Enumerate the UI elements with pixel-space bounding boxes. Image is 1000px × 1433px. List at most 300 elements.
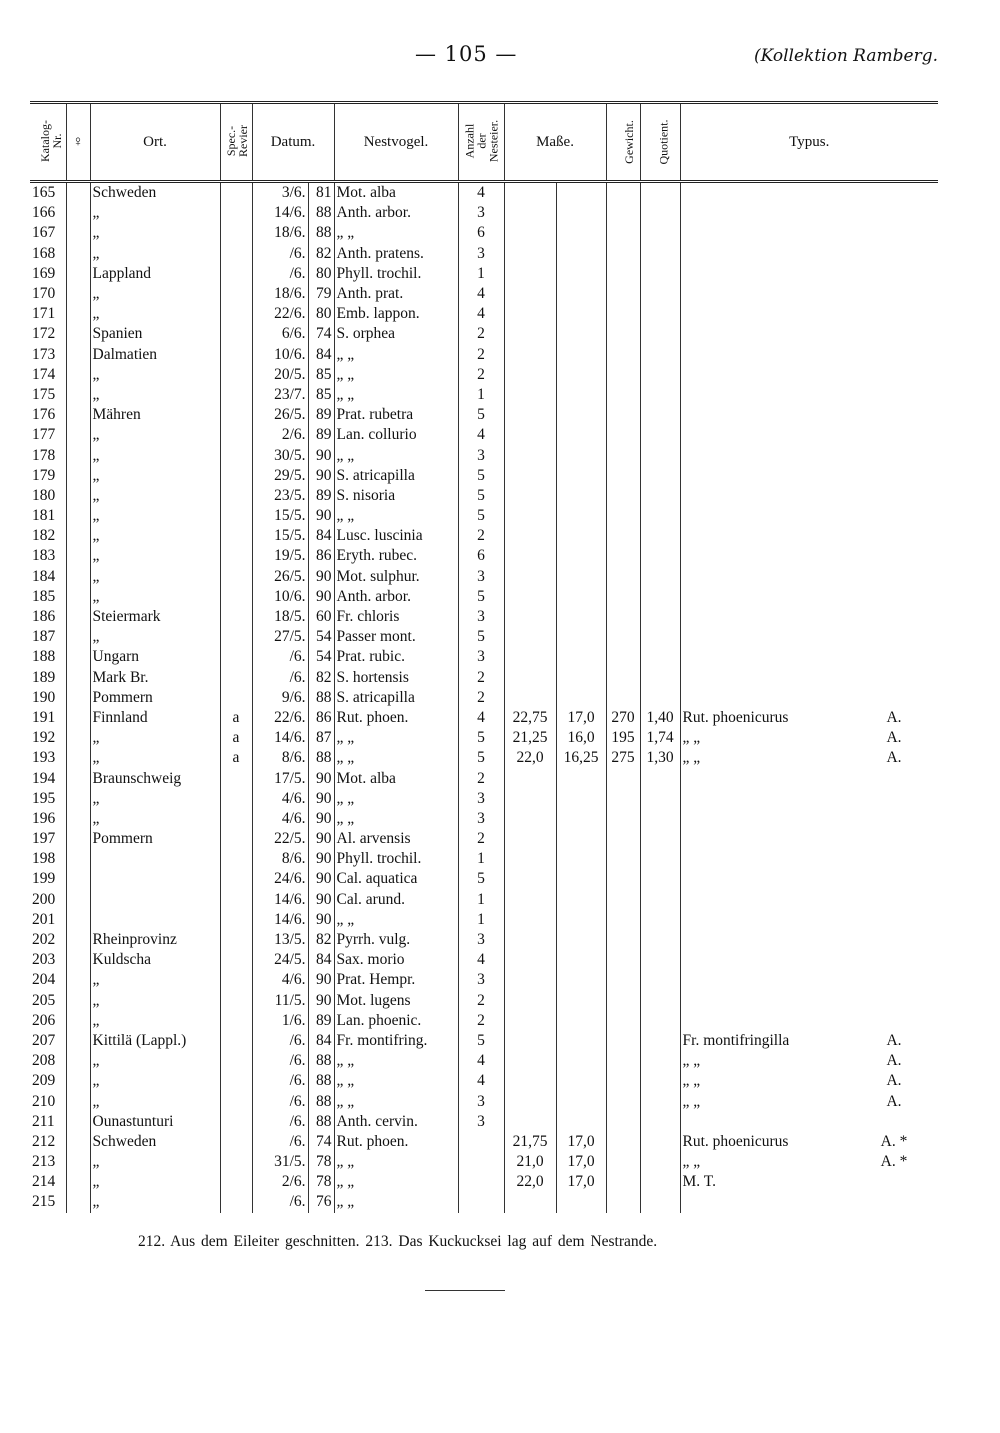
cell-nest-bird: Mot. alba bbox=[334, 768, 458, 788]
cell-width bbox=[556, 345, 606, 365]
cell-width bbox=[556, 264, 606, 284]
table-row bbox=[30, 910, 938, 930]
cell-place: „ bbox=[90, 748, 220, 768]
cell-year: 54 bbox=[308, 627, 334, 647]
cell-revier bbox=[220, 203, 252, 223]
cell-quotient bbox=[640, 345, 680, 365]
cell-weight bbox=[606, 365, 640, 385]
cell-egg-count bbox=[458, 1132, 504, 1152]
cell-nest-bird: Fr. montifring. bbox=[334, 1031, 458, 1051]
cell-date: 15/5. bbox=[252, 526, 308, 546]
cell-nest-bird: Fr. chloris bbox=[334, 607, 458, 627]
cell-length bbox=[504, 1071, 556, 1091]
cell-revier bbox=[220, 1051, 252, 1071]
cell-year: 84 bbox=[308, 345, 334, 365]
cell-year: 90 bbox=[308, 869, 334, 889]
cell-nest-bird: S. orphea bbox=[334, 324, 458, 344]
cell-nest-bird: „ „ bbox=[334, 1051, 458, 1071]
cell-egg-count: 4 bbox=[458, 1051, 504, 1071]
cell-type bbox=[680, 304, 850, 324]
table-row bbox=[30, 688, 938, 708]
cell-female-mark bbox=[66, 970, 90, 990]
table-row bbox=[30, 466, 938, 486]
cell-female-mark bbox=[66, 1071, 90, 1091]
cell-catalog-number: 166 bbox=[32, 204, 56, 222]
cell-catalog-number: 211 bbox=[32, 1112, 55, 1130]
cell-revier bbox=[220, 1071, 252, 1091]
table-row bbox=[30, 264, 938, 284]
cell-type bbox=[680, 284, 850, 304]
cell-female-mark bbox=[66, 668, 90, 688]
cell-year: 78 bbox=[308, 1152, 334, 1172]
table-row bbox=[30, 223, 938, 243]
cell-nest-bird: Mot. lugens bbox=[334, 991, 458, 1011]
cell-catalog-number: 203 bbox=[32, 951, 56, 969]
col-female: ♀ bbox=[66, 103, 90, 182]
cell-nest-bird: Al. arvensis bbox=[334, 829, 458, 849]
cell-catalog-number: 197 bbox=[32, 830, 56, 848]
cell-length bbox=[504, 1192, 556, 1212]
cell-length bbox=[504, 930, 556, 950]
cell-type bbox=[680, 546, 850, 566]
cell-type-note bbox=[850, 607, 938, 627]
cell-length bbox=[504, 304, 556, 324]
cell-nest-bird: „ „ bbox=[334, 789, 458, 809]
cell-catalog-number: 202 bbox=[32, 931, 56, 949]
cell-width bbox=[556, 466, 606, 486]
cell-egg-count: 3 bbox=[458, 789, 504, 809]
cell-width bbox=[556, 223, 606, 243]
cell-width bbox=[556, 991, 606, 1011]
table-row bbox=[30, 1192, 938, 1212]
cell-place: Kuldscha bbox=[90, 950, 220, 970]
cell-width bbox=[556, 890, 606, 910]
cell-nest-bird: „ „ bbox=[334, 748, 458, 768]
cell-egg-count: 3 bbox=[458, 607, 504, 627]
cell-place: Pommern bbox=[90, 829, 220, 849]
cell-width bbox=[556, 1011, 606, 1031]
cell-length bbox=[504, 546, 556, 566]
cell-type-note bbox=[850, 668, 938, 688]
cell-catalog-number: 208 bbox=[32, 1052, 56, 1070]
cell-year: 80 bbox=[308, 264, 334, 284]
cell-type bbox=[680, 849, 850, 869]
cell-type-note: A. bbox=[886, 1072, 902, 1090]
cell-quotient bbox=[640, 567, 680, 587]
cell-type: „ „ bbox=[680, 748, 850, 768]
cell-egg-count: 5 bbox=[458, 405, 504, 425]
cell-female-mark bbox=[66, 688, 90, 708]
cell-revier bbox=[220, 506, 252, 526]
cell-date: /6. bbox=[252, 1091, 308, 1111]
cell-width bbox=[556, 405, 606, 425]
cell-catalog-number: 213 bbox=[32, 1153, 56, 1171]
cell-type-note bbox=[850, 647, 938, 667]
cell-quotient bbox=[640, 1051, 680, 1071]
cell-type-note bbox=[850, 506, 938, 526]
cell-weight bbox=[606, 849, 640, 869]
cell-place: „ bbox=[90, 567, 220, 587]
cell-length bbox=[504, 991, 556, 1011]
cell-egg-count: 1 bbox=[458, 385, 504, 405]
cell-type bbox=[680, 1011, 850, 1031]
cell-date: 30/5. bbox=[252, 445, 308, 465]
cell-egg-count: 2 bbox=[458, 324, 504, 344]
cell-quotient bbox=[640, 405, 680, 425]
cell-nest-bird: S. nisoria bbox=[334, 486, 458, 506]
cell-length bbox=[504, 1051, 556, 1071]
cell-quotient bbox=[640, 546, 680, 566]
cell-type-note: A. bbox=[886, 749, 902, 767]
cell-female-mark bbox=[66, 789, 90, 809]
cell-type-note bbox=[850, 345, 938, 365]
cell-place: „ bbox=[90, 1152, 220, 1172]
cell-nest-bird: S. hortensis bbox=[334, 668, 458, 688]
cell-revier bbox=[220, 688, 252, 708]
cell-length bbox=[504, 1011, 556, 1031]
cell-width bbox=[556, 324, 606, 344]
cell-type bbox=[680, 425, 850, 445]
cell-revier: a bbox=[220, 748, 252, 768]
cell-egg-count: 5 bbox=[458, 587, 504, 607]
cell-quotient bbox=[640, 1112, 680, 1132]
cell-type-note bbox=[850, 405, 938, 425]
cell-width bbox=[556, 809, 606, 829]
cell-date: 6/6. bbox=[252, 324, 308, 344]
cell-width bbox=[556, 768, 606, 788]
cell-type-note bbox=[850, 546, 938, 566]
cell-nest-bird: Rut. phoen. bbox=[334, 1132, 458, 1152]
cell-type bbox=[680, 627, 850, 647]
cell-type-note bbox=[850, 1011, 938, 1031]
cell-female-mark bbox=[66, 425, 90, 445]
cell-length bbox=[504, 385, 556, 405]
cell-year: 89 bbox=[308, 425, 334, 445]
cell-egg-count: 5 bbox=[458, 748, 504, 768]
cell-date: 4/6. bbox=[252, 809, 308, 829]
cell-catalog-number: 178 bbox=[32, 446, 56, 464]
cell-nest-bird: „ „ bbox=[334, 506, 458, 526]
cell-date: 10/6. bbox=[252, 345, 308, 365]
cell-type bbox=[680, 768, 850, 788]
cell-revier bbox=[220, 1172, 252, 1192]
table-row bbox=[30, 486, 938, 506]
cell-place: „ bbox=[90, 1051, 220, 1071]
cell-type bbox=[680, 587, 850, 607]
cell-year: 60 bbox=[308, 607, 334, 627]
cell-quotient bbox=[640, 486, 680, 506]
cell-weight bbox=[606, 607, 640, 627]
cell-catalog-number: 200 bbox=[32, 890, 56, 908]
cell-year: 89 bbox=[308, 1011, 334, 1031]
cell-quotient bbox=[640, 466, 680, 486]
cell-year: 84 bbox=[308, 1031, 334, 1051]
cell-revier bbox=[220, 264, 252, 284]
cell-date: 18/6. bbox=[252, 284, 308, 304]
cell-female-mark bbox=[66, 203, 90, 223]
cell-weight bbox=[606, 223, 640, 243]
cell-female-mark bbox=[66, 910, 90, 930]
table-row bbox=[30, 365, 938, 385]
cell-quotient bbox=[640, 506, 680, 526]
cell-type-note bbox=[850, 203, 938, 223]
cell-egg-count: 4 bbox=[458, 950, 504, 970]
cell-revier bbox=[220, 587, 252, 607]
cell-length bbox=[504, 950, 556, 970]
cell-date: 22/6. bbox=[252, 304, 308, 324]
cell-width bbox=[556, 1031, 606, 1051]
cell-year: 88 bbox=[308, 1071, 334, 1091]
cell-revier bbox=[220, 1192, 252, 1212]
cell-egg-count: 2 bbox=[458, 991, 504, 1011]
cell-nest-bird: S. atricapilla bbox=[334, 688, 458, 708]
cell-revier bbox=[220, 991, 252, 1011]
col-measurements: Maße. bbox=[504, 103, 606, 182]
cell-type-note bbox=[850, 688, 938, 708]
cell-egg-count: 2 bbox=[458, 829, 504, 849]
cell-catalog-number: 194 bbox=[32, 769, 56, 787]
closing-rule bbox=[425, 1290, 505, 1291]
cell-width bbox=[556, 1091, 606, 1111]
cell-revier bbox=[220, 910, 252, 930]
cell-length: 21,75 bbox=[504, 1132, 556, 1152]
cell-weight bbox=[606, 668, 640, 688]
cell-width bbox=[556, 688, 606, 708]
cell-female-mark bbox=[66, 587, 90, 607]
cell-width bbox=[556, 1051, 606, 1071]
cell-quotient bbox=[640, 1011, 680, 1031]
cell-type-note bbox=[850, 789, 938, 809]
cell-weight bbox=[606, 304, 640, 324]
cell-female-mark bbox=[66, 405, 90, 425]
cell-egg-count: 2 bbox=[458, 345, 504, 365]
cell-female-mark bbox=[66, 1051, 90, 1071]
cell-date: 23/7. bbox=[252, 385, 308, 405]
cell-catalog-number: 198 bbox=[32, 850, 56, 868]
cell-nest-bird: Phyll. trochil. bbox=[334, 264, 458, 284]
cell-weight bbox=[606, 203, 640, 223]
cell-year: 88 bbox=[308, 748, 334, 768]
cell-revier bbox=[220, 970, 252, 990]
cell-width bbox=[556, 244, 606, 264]
cell-width bbox=[556, 182, 606, 204]
cell-female-mark bbox=[66, 182, 90, 204]
cell-female-mark bbox=[66, 445, 90, 465]
cell-quotient bbox=[640, 324, 680, 344]
cell-type-note bbox=[850, 910, 938, 930]
cell-width bbox=[556, 284, 606, 304]
cell-nest-bird: Anth. arbor. bbox=[334, 587, 458, 607]
cell-female-mark bbox=[66, 849, 90, 869]
cell-length bbox=[504, 1031, 556, 1051]
cell-egg-count: 3 bbox=[458, 930, 504, 950]
cell-catalog-number: 215 bbox=[32, 1193, 56, 1211]
cell-place: „ bbox=[90, 223, 220, 243]
cell-length bbox=[504, 445, 556, 465]
table-row bbox=[30, 1011, 938, 1031]
cell-year: 88 bbox=[308, 1051, 334, 1071]
cell-length bbox=[504, 182, 556, 204]
table-row bbox=[30, 890, 938, 910]
cell-width bbox=[556, 567, 606, 587]
cell-date: /6. bbox=[252, 1112, 308, 1132]
cell-revier bbox=[220, 829, 252, 849]
cell-egg-count: 4 bbox=[458, 708, 504, 728]
cell-year: 79 bbox=[308, 284, 334, 304]
cell-revier bbox=[220, 647, 252, 667]
cell-place: „ bbox=[90, 1011, 220, 1031]
cell-year: 85 bbox=[308, 365, 334, 385]
cell-type bbox=[680, 264, 850, 284]
cell-place: Mähren bbox=[90, 405, 220, 425]
cell-place: „ bbox=[90, 809, 220, 829]
cell-weight bbox=[606, 385, 640, 405]
cell-type-note: A. bbox=[886, 1052, 902, 1070]
cell-weight bbox=[606, 910, 640, 930]
cell-year: 90 bbox=[308, 567, 334, 587]
cell-year: 85 bbox=[308, 385, 334, 405]
cell-egg-count: 6 bbox=[458, 223, 504, 243]
cell-width bbox=[556, 486, 606, 506]
cell-egg-count: 2 bbox=[458, 688, 504, 708]
cell-place: „ bbox=[90, 991, 220, 1011]
cell-length bbox=[504, 970, 556, 990]
cell-place: „ bbox=[90, 546, 220, 566]
cell-weight bbox=[606, 1192, 640, 1212]
cell-weight bbox=[606, 182, 640, 204]
cell-place: „ bbox=[90, 203, 220, 223]
cell-place: „ bbox=[90, 304, 220, 324]
table-row bbox=[30, 445, 938, 465]
cell-quotient bbox=[640, 668, 680, 688]
cell-year: 82 bbox=[308, 668, 334, 688]
cell-length bbox=[504, 526, 556, 546]
table-row bbox=[30, 748, 938, 768]
cell-quotient bbox=[640, 991, 680, 1011]
cell-nest-bird: Sax. morio bbox=[334, 950, 458, 970]
table-row bbox=[30, 950, 938, 970]
cell-place: Rheinprovinz bbox=[90, 930, 220, 950]
cell-width: 17,0 bbox=[556, 708, 606, 728]
cell-female-mark bbox=[66, 930, 90, 950]
cell-egg-count: 1 bbox=[458, 890, 504, 910]
cell-date: 4/6. bbox=[252, 970, 308, 990]
cell-weight bbox=[606, 264, 640, 284]
cell-width bbox=[556, 789, 606, 809]
cell-year: 88 bbox=[308, 688, 334, 708]
cell-female-mark bbox=[66, 466, 90, 486]
cell-female-mark bbox=[66, 264, 90, 284]
cell-nest-bird: Pyrrh. vulg. bbox=[334, 930, 458, 950]
cell-female-mark bbox=[66, 506, 90, 526]
cell-place: Mark Br. bbox=[90, 668, 220, 688]
cell-type bbox=[680, 182, 850, 204]
cell-female-mark bbox=[66, 1011, 90, 1031]
cell-quotient: 1,40 bbox=[640, 708, 680, 728]
cell-type: M. T. bbox=[680, 1172, 850, 1192]
cell-date: /6. bbox=[252, 1051, 308, 1071]
cell-weight bbox=[606, 425, 640, 445]
cell-egg-count: 4 bbox=[458, 284, 504, 304]
cell-place: Ungarn bbox=[90, 647, 220, 667]
cell-egg-count: 3 bbox=[458, 1112, 504, 1132]
cell-type bbox=[680, 910, 850, 930]
cell-place bbox=[90, 869, 220, 889]
cell-width bbox=[556, 607, 606, 627]
cell-female-mark bbox=[66, 244, 90, 264]
cell-revier: a bbox=[220, 728, 252, 748]
table-row bbox=[30, 1172, 938, 1192]
table-row bbox=[30, 284, 938, 304]
cell-egg-count: 2 bbox=[458, 1011, 504, 1031]
cell-quotient bbox=[640, 1192, 680, 1212]
cell-date: /6. bbox=[252, 1031, 308, 1051]
cell-weight bbox=[606, 1091, 640, 1111]
cell-weight bbox=[606, 526, 640, 546]
cell-year: 74 bbox=[308, 324, 334, 344]
cell-date: 10/6. bbox=[252, 587, 308, 607]
cell-catalog-number: 193 bbox=[32, 749, 56, 767]
table-row bbox=[30, 647, 938, 667]
cell-length bbox=[504, 789, 556, 809]
cell-catalog-number: 195 bbox=[32, 789, 56, 807]
cell-quotient bbox=[640, 1172, 680, 1192]
cell-weight bbox=[606, 546, 640, 566]
cell-nest-bird: „ „ bbox=[334, 345, 458, 365]
cell-nest-bird: „ „ bbox=[334, 728, 458, 748]
cell-quotient bbox=[640, 688, 680, 708]
cell-egg-count: 5 bbox=[458, 728, 504, 748]
cell-weight bbox=[606, 1172, 640, 1192]
cell-date: 26/5. bbox=[252, 567, 308, 587]
cell-weight bbox=[606, 1152, 640, 1172]
cell-quotient bbox=[640, 647, 680, 667]
cell-egg-count: 3 bbox=[458, 809, 504, 829]
cell-width: 17,0 bbox=[556, 1152, 606, 1172]
cell-length: 22,0 bbox=[504, 1172, 556, 1192]
cell-year: 90 bbox=[308, 829, 334, 849]
table-row bbox=[30, 1071, 938, 1091]
cell-place: „ bbox=[90, 789, 220, 809]
cell-nest-bird: Emb. lappon. bbox=[334, 304, 458, 324]
cell-revier bbox=[220, 1011, 252, 1031]
cell-female-mark bbox=[66, 627, 90, 647]
cell-egg-count: 3 bbox=[458, 445, 504, 465]
cell-date: 20/5. bbox=[252, 365, 308, 385]
cell-year: 90 bbox=[308, 991, 334, 1011]
cell-weight bbox=[606, 809, 640, 829]
cell-type-note bbox=[850, 264, 938, 284]
table-row bbox=[30, 1152, 938, 1172]
cell-egg-count: 6 bbox=[458, 546, 504, 566]
cell-type-note bbox=[850, 890, 938, 910]
cell-egg-count: 5 bbox=[458, 1031, 504, 1051]
cell-female-mark bbox=[66, 567, 90, 587]
cell-revier bbox=[220, 405, 252, 425]
cell-quotient bbox=[640, 809, 680, 829]
cell-nest-bird: Cal. aquatica bbox=[334, 869, 458, 889]
cell-catalog-number: 190 bbox=[32, 688, 56, 706]
cell-catalog-number: 214 bbox=[32, 1173, 56, 1191]
col-egg-count: Anzahl der Nesteier. bbox=[458, 103, 504, 182]
cell-revier bbox=[220, 365, 252, 385]
table-row bbox=[30, 970, 938, 990]
cell-catalog-number: 165 bbox=[32, 184, 56, 202]
cell-catalog-number: 175 bbox=[32, 385, 56, 403]
col-revier: Spec.-Revier bbox=[220, 103, 252, 182]
cell-length: 21,25 bbox=[504, 728, 556, 748]
cell-nest-bird: Prat. rubetra bbox=[334, 405, 458, 425]
